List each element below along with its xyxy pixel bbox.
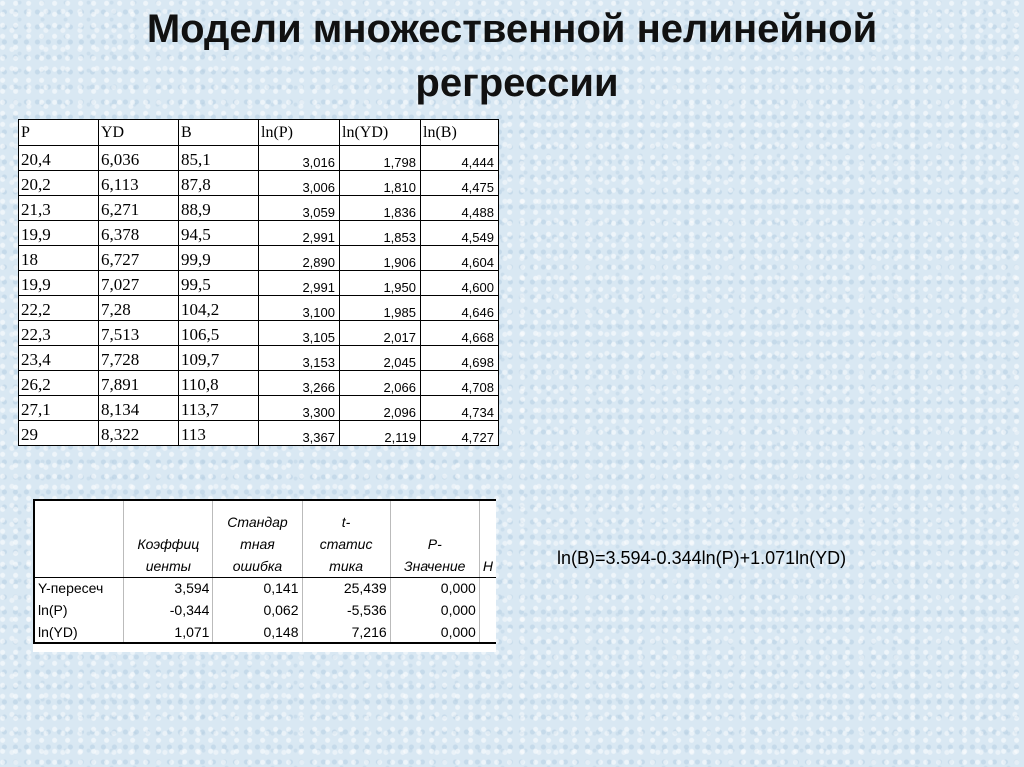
regression-cell: 0,000: [390, 621, 479, 643]
data-table-cell: 2,991: [259, 271, 340, 296]
data-table: [18, 119, 499, 446]
data-table-row: [19, 321, 499, 346]
data-table-cell: 19,9: [19, 221, 99, 246]
data-table-cell: 22,3: [19, 321, 99, 346]
data-table-cell: 6,113: [99, 171, 179, 196]
data-table-cell: 113,7: [179, 396, 259, 421]
data-table-cell: 87,8: [179, 171, 259, 196]
regression-row: [34, 599, 496, 621]
data-table-cell: 3,006: [259, 171, 340, 196]
data-table-header-row: [19, 120, 499, 146]
data-table-cell: 18: [19, 246, 99, 271]
data-table-cell: 19,9: [19, 271, 99, 296]
data-table-cell: 7,28: [99, 296, 179, 321]
data-table-cell: 99,9: [179, 246, 259, 271]
data-table-cell: 29: [19, 421, 99, 446]
regression-header-line: иенты: [145, 557, 191, 574]
regression-cell: -5,536: [302, 599, 390, 621]
slide-title: [0, 2, 1024, 110]
regression-row-label: Y-пересеч: [34, 577, 124, 599]
data-table-cell: 1,906: [340, 246, 421, 271]
data-table-cell: 2,066: [340, 371, 421, 396]
data-table-header-cell: ln(YD): [340, 120, 421, 146]
data-table-cell: 1,810: [340, 171, 421, 196]
data-table-cell: 7,728: [99, 346, 179, 371]
data-table-cell: 99,5: [179, 271, 259, 296]
data-table-row: [19, 246, 499, 271]
data-table-cell: 23,4: [19, 346, 99, 371]
data-table-cell: 2,890: [259, 246, 340, 271]
data-table-cell: 6,036: [99, 146, 179, 171]
data-table-cell: 3,153: [259, 346, 340, 371]
regression-header-cell: [390, 500, 479, 577]
data-table-row: [19, 371, 499, 396]
slide-title-line-1: Модели множественной нелинейной: [146, 7, 878, 51]
data-table-cell: 4,646: [421, 296, 499, 321]
data-table-cell: 2,096: [340, 396, 421, 421]
data-table-row: [19, 296, 499, 321]
data-table-cell: 2,991: [259, 221, 340, 246]
data-table-row: [19, 221, 499, 246]
data-table-cell: 20,2: [19, 171, 99, 196]
data-table-cell: 8,134: [99, 396, 179, 421]
data-table-cell: 3,100: [259, 296, 340, 321]
regression-cell: [479, 577, 496, 599]
data-table-cell: 4,734: [421, 396, 499, 421]
regression-table: [33, 499, 496, 644]
regression-header-cell: [124, 500, 213, 577]
data-table-cell: 3,266: [259, 371, 340, 396]
data-table-cell: 4,475: [421, 171, 499, 196]
data-table-cell: 7,891: [99, 371, 179, 396]
data-table-cell: 85,1: [179, 146, 259, 171]
data-table-cell: 4,698: [421, 346, 499, 371]
data-table-cell: 7,027: [99, 271, 179, 296]
data-table-row: [19, 196, 499, 221]
data-table-cell: 4,727: [421, 421, 499, 446]
regression-header-cell: [479, 500, 496, 577]
data-table-cell: 109,7: [179, 346, 259, 371]
data-table-cell: 4,600: [421, 271, 499, 296]
data-table-cell: 110,8: [179, 371, 259, 396]
regression-cell: 0,141: [213, 577, 302, 599]
data-table-cell: 1,950: [340, 271, 421, 296]
data-table-cell: 3,059: [259, 196, 340, 221]
data-table-cell: 1,985: [340, 296, 421, 321]
slide-title-line-2: регрессии: [415, 61, 619, 105]
data-table-cell: 4,444: [421, 146, 499, 171]
regression-header-cell: [34, 500, 124, 577]
data-table-cell: 7,513: [99, 321, 179, 346]
regression-cell: 0,000: [390, 577, 479, 599]
regression-cell: 7,216: [302, 621, 390, 643]
regression-header-line: статис: [319, 535, 373, 552]
regression-row: [34, 621, 496, 643]
data-table-cell: 27,1: [19, 396, 99, 421]
data-table-row: [19, 171, 499, 196]
regression-header-line: тика: [329, 557, 364, 574]
regression-row-label: ln(P): [34, 599, 124, 621]
data-table-cell: 3,300: [259, 396, 340, 421]
regression-cell: 0,148: [213, 621, 302, 643]
data-table-cell: 4,708: [421, 371, 499, 396]
regression-row-label: ln(YD): [34, 621, 124, 643]
data-table-cell: 2,119: [340, 421, 421, 446]
data-table-cell: 4,488: [421, 196, 499, 221]
regression-cell: 1,071: [124, 621, 213, 643]
regression-header-line: ошибка: [232, 557, 283, 574]
data-table-cell: 106,5: [179, 321, 259, 346]
data-table-cell: 88,9: [179, 196, 259, 221]
data-table-cell: 22,2: [19, 296, 99, 321]
data-table-cell: 104,2: [179, 296, 259, 321]
data-table-header-cell: B: [179, 120, 259, 146]
regression-cell: 3,594: [124, 577, 213, 599]
data-table-row: [19, 271, 499, 296]
data-table-cell: 3,105: [259, 321, 340, 346]
data-table-header-cell: P: [19, 120, 99, 146]
data-table-cell: 1,853: [340, 221, 421, 246]
regression-header-line: Значение: [404, 557, 466, 574]
data-table-cell: 8,322: [99, 421, 179, 446]
data-table-cell: 1,798: [340, 146, 421, 171]
data-table-row: [19, 421, 499, 446]
data-table-cell: 4,604: [421, 246, 499, 271]
regression-row: [34, 577, 496, 599]
data-table-header-cell: ln(B): [421, 120, 499, 146]
data-table-row: [19, 346, 499, 371]
regression-output: [33, 499, 496, 652]
regression-cell: 0,062: [213, 599, 302, 621]
regression-header-line: Н: [482, 557, 493, 574]
data-table-cell: 20,4: [19, 146, 99, 171]
data-table-header-cell: YD: [99, 120, 179, 146]
regression-header-row: [34, 500, 496, 577]
regression-header-line: P-: [427, 535, 442, 552]
regression-header-line: t-: [341, 513, 351, 530]
data-table-row: [19, 396, 499, 421]
regression-cell: [479, 621, 496, 643]
data-table-cell: 113: [179, 421, 259, 446]
regression-cell: 25,439: [302, 577, 390, 599]
data-table-cell: 3,367: [259, 421, 340, 446]
regression-header-cell: [302, 500, 390, 577]
regression-header-cell: [213, 500, 302, 577]
regression-header-line: тная: [240, 535, 275, 552]
regression-cell: 0,000: [390, 599, 479, 621]
data-table-cell: 3,016: [259, 146, 340, 171]
data-table-row: [19, 146, 499, 171]
regression-header-line: Стандар: [227, 513, 288, 530]
data-table-cell: 6,378: [99, 221, 179, 246]
regression-cell: -0,344: [124, 599, 213, 621]
regression-header-line: Коэффиц: [137, 535, 200, 552]
data-table-cell: 4,549: [421, 221, 499, 246]
data-table-cell: 21,3: [19, 196, 99, 221]
data-table-cell: 6,271: [99, 196, 179, 221]
data-table-cell: 4,668: [421, 321, 499, 346]
data-table-cell: 26,2: [19, 371, 99, 396]
data-table-cell: 94,5: [179, 221, 259, 246]
data-table-cell: 2,045: [340, 346, 421, 371]
regression-cell: [479, 599, 496, 621]
data-table-cell: 2,017: [340, 321, 421, 346]
data-table-header-cell: ln(P): [259, 120, 340, 146]
data-table-cell: 1,836: [340, 196, 421, 221]
data-table-cell: 6,727: [99, 246, 179, 271]
regression-equation: ln(B)=3.594-0.344ln(P)+1.071ln(YD): [557, 548, 847, 568]
